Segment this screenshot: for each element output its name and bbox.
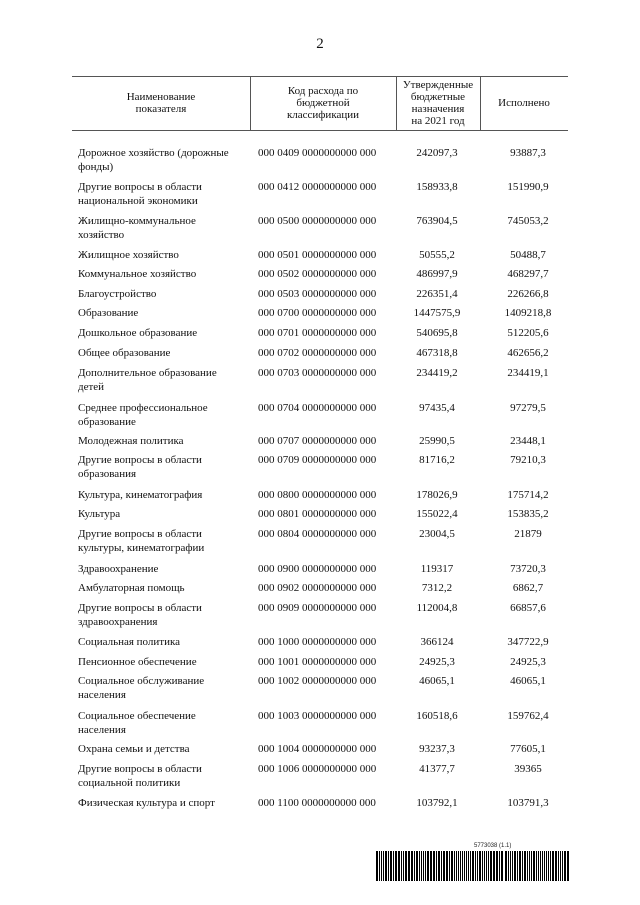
row-executed-amount: 153835,2 xyxy=(507,508,549,520)
row-indicator-name: Молодежная политика xyxy=(78,435,184,447)
header-budget-code: Код расхода по бюджетной классификации xyxy=(286,85,360,121)
row-executed-amount: 73720,3 xyxy=(510,563,546,575)
row-budget-code: 000 1002 0000000000 000 xyxy=(258,675,377,687)
row-approved-amount: 234419,2 xyxy=(416,367,458,379)
row-indicator-name: Охрана семьи и детства xyxy=(78,743,190,755)
barcode-label: 5773038 (1.1) xyxy=(474,843,512,849)
row-budget-code: 000 0801 0000000000 000 xyxy=(258,508,377,520)
row-budget-code: 000 0902 0000000000 000 xyxy=(258,582,377,594)
row-executed-amount: 745053,2 xyxy=(507,215,549,227)
row-budget-code: 000 0704 0000000000 000 xyxy=(258,402,377,414)
row-indicator-name: Другие вопросы в области культуры, кинематографии xyxy=(78,528,205,554)
row-budget-code: 000 0800 0000000000 000 xyxy=(258,489,377,501)
row-approved-amount: 160518,6 xyxy=(416,710,458,722)
row-executed-amount: 79210,3 xyxy=(510,454,546,466)
row-executed-amount: 6862,7 xyxy=(512,582,544,594)
row-approved-amount: 119317 xyxy=(420,563,454,575)
row-approved-amount: 7312,2 xyxy=(421,582,453,594)
row-executed-amount: 462656,2 xyxy=(507,347,549,359)
row-budget-code: 000 0900 0000000000 000 xyxy=(258,563,377,575)
row-executed-amount: 468297,7 xyxy=(507,268,549,280)
row-budget-code: 000 0502 0000000000 000 xyxy=(258,268,377,280)
row-budget-code: 000 1006 0000000000 000 xyxy=(258,763,377,775)
row-indicator-name: Образование xyxy=(78,307,139,319)
row-approved-amount: 1447575,9 xyxy=(413,307,461,319)
row-budget-code: 000 0909 0000000000 000 xyxy=(258,602,377,614)
row-executed-amount: 1409218,8 xyxy=(504,307,552,319)
row-executed-amount: 39365 xyxy=(514,763,542,775)
row-executed-amount: 234419,1 xyxy=(507,367,549,379)
row-executed-amount: 175714,2 xyxy=(507,489,549,501)
row-indicator-name: Общее образование xyxy=(78,347,171,359)
row-executed-amount: 97279,5 xyxy=(510,402,546,414)
row-approved-amount: 366124 xyxy=(420,636,454,648)
row-approved-amount: 242097,3 xyxy=(416,147,458,159)
row-indicator-name: Другие вопросы в области здравоохранения xyxy=(78,602,202,628)
row-approved-amount: 25990,5 xyxy=(419,435,455,447)
row-budget-code: 000 0412 0000000000 000 xyxy=(258,181,377,193)
barcode xyxy=(376,851,570,881)
row-budget-code: 000 0500 0000000000 000 xyxy=(258,215,377,227)
row-budget-code: 000 1100 0000000000 000 xyxy=(258,797,376,809)
row-executed-amount: 226266,8 xyxy=(507,288,549,300)
row-approved-amount: 467318,8 xyxy=(416,347,458,359)
row-executed-amount: 347722,9 xyxy=(507,636,549,648)
row-approved-amount: 540695,8 xyxy=(416,327,458,339)
row-indicator-name: Амбулаторная помощь xyxy=(78,582,185,594)
row-indicator-name: Жилищно-коммунальное хозяйство xyxy=(78,215,196,241)
row-executed-amount: 66857,6 xyxy=(510,602,546,614)
row-indicator-name: Жилищное хозяйство xyxy=(78,249,179,261)
row-approved-amount: 178026,9 xyxy=(416,489,458,501)
row-approved-amount: 41377,7 xyxy=(419,763,455,775)
row-budget-code: 000 0701 0000000000 000 xyxy=(258,327,377,339)
row-indicator-name: Среднее профессиональное образование xyxy=(78,402,208,428)
row-budget-code: 000 0703 0000000000 000 xyxy=(258,367,377,379)
row-approved-amount: 93237,3 xyxy=(419,743,455,755)
row-budget-code: 000 0804 0000000000 000 xyxy=(258,528,377,540)
row-executed-amount: 46065,1 xyxy=(510,675,546,687)
row-budget-code: 000 0707 0000000000 000 xyxy=(258,435,377,447)
row-budget-code: 000 1004 0000000000 000 xyxy=(258,743,377,755)
row-approved-amount: 158933,8 xyxy=(416,181,458,193)
row-indicator-name: Другие вопросы в области национальной экономики xyxy=(78,181,202,207)
row-executed-amount: 77605,1 xyxy=(510,743,546,755)
row-indicator-name: Дорожное хозяйство (дорожные фонды) xyxy=(78,147,229,173)
row-indicator-name: Культура xyxy=(78,508,121,520)
row-approved-amount: 46065,1 xyxy=(419,675,455,687)
row-executed-amount: 21879 xyxy=(514,528,542,540)
row-approved-amount: 155022,4 xyxy=(416,508,458,520)
header-indicator-name: Наименование показателя xyxy=(126,91,196,115)
row-approved-amount: 23004,5 xyxy=(419,528,455,540)
row-indicator-name: Здравоохранение xyxy=(78,563,159,575)
row-executed-amount: 159762,4 xyxy=(507,710,549,722)
row-budget-code: 000 0501 0000000000 000 xyxy=(258,249,377,261)
row-indicator-name: Дошкольное образование xyxy=(78,327,198,339)
row-indicator-name: Коммунальное хозяйство xyxy=(78,268,197,280)
row-approved-amount: 97435,4 xyxy=(419,402,455,414)
row-executed-amount: 151990,9 xyxy=(507,181,549,193)
page-number: 2 xyxy=(316,36,324,52)
row-budget-code: 000 0702 0000000000 000 xyxy=(258,347,377,359)
row-executed-amount: 24925,3 xyxy=(510,656,546,668)
row-executed-amount: 50488,7 xyxy=(510,249,546,261)
row-approved-amount: 103792,1 xyxy=(416,797,458,809)
row-indicator-name: Другие вопросы в области социальной политики xyxy=(78,763,202,789)
row-indicator-name: Дополнительное образование детей xyxy=(78,367,217,393)
row-budget-code: 000 0409 0000000000 000 xyxy=(258,147,377,159)
row-executed-amount: 23448,1 xyxy=(510,435,546,447)
row-executed-amount: 93887,3 xyxy=(510,147,546,159)
row-approved-amount: 112004,8 xyxy=(416,602,458,614)
row-indicator-name: Культура, кинематография xyxy=(78,489,203,501)
row-indicator-name: Благоустройство xyxy=(78,288,157,300)
header-executed: Исполнено xyxy=(498,97,550,109)
row-indicator-name: Социальное обслуживание населения xyxy=(78,675,205,701)
row-indicator-name: Социальное обеспечение населения xyxy=(78,710,196,736)
row-indicator-name: Пенсионное обеспечение xyxy=(78,656,197,668)
row-executed-amount: 103791,3 xyxy=(507,797,549,809)
row-approved-amount: 24925,3 xyxy=(419,656,455,668)
row-approved-amount: 486997,9 xyxy=(416,268,458,280)
row-approved-amount: 226351,4 xyxy=(416,288,458,300)
row-approved-amount: 81716,2 xyxy=(419,454,455,466)
row-approved-amount: 763904,5 xyxy=(416,215,458,227)
row-budget-code: 000 1001 0000000000 000 xyxy=(258,656,377,668)
header-approved-2021: Утвержденные бюджетные назначения на 2021 год xyxy=(402,79,474,127)
row-budget-code: 000 1000 0000000000 000 xyxy=(258,636,377,648)
row-budget-code: 000 0700 0000000000 000 xyxy=(258,307,377,319)
row-approved-amount: 50555,2 xyxy=(419,249,455,261)
row-indicator-name: Социальная политика xyxy=(78,636,181,648)
row-executed-amount: 512205,6 xyxy=(507,327,549,339)
row-indicator-name: Физическая культура и спорт xyxy=(78,797,215,809)
row-budget-code: 000 1003 0000000000 000 xyxy=(258,710,377,722)
row-budget-code: 000 0709 0000000000 000 xyxy=(258,454,377,466)
row-indicator-name: Другие вопросы в области образования xyxy=(78,454,202,480)
row-budget-code: 000 0503 0000000000 000 xyxy=(258,288,377,300)
